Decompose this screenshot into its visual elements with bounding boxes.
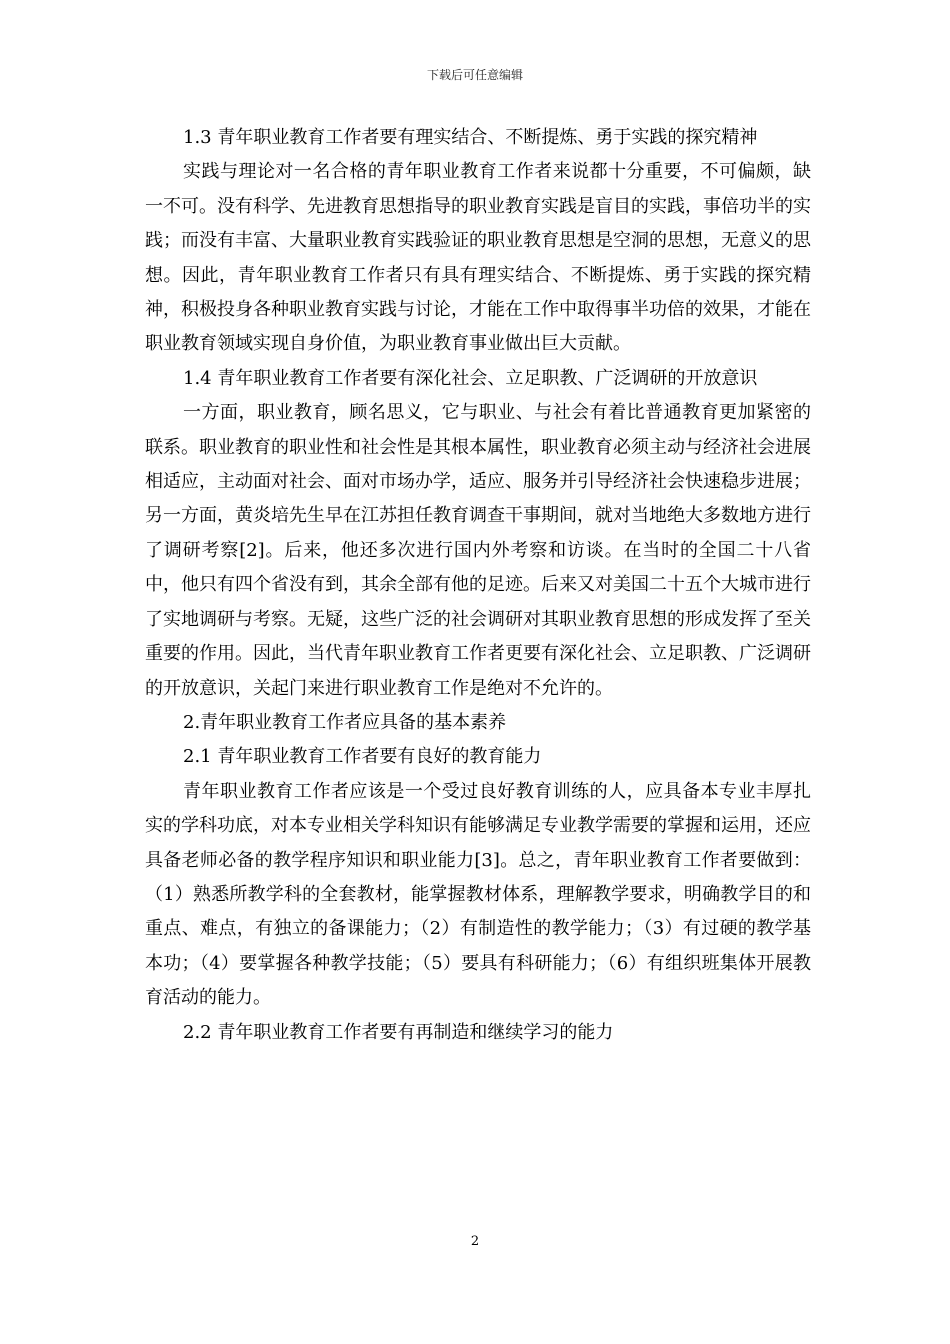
paragraph-1-3: 实践与理论对一名合格的青年职业教育工作者来说都十分重要，不可偏颇，缺一不可。没有科学、先进教育思想指导的职业教育实践是盲目的实践，事倍功半的实践；而没有丰富、大量职业教育实践验证的职业教育思想是空洞的思想，无意义的思想。因此，青年职业教育工作者只有具有理实结合、不断提炼、勇于实践的探究精神，积极投身各种职业教育实践与讨论，才能在工作中取得事半功倍的效果，才能在职业教育领域实现自身价值，为职业教育事业做出巨大贡献。	[145, 161, 811, 355]
section-heading-1-3: 1.3 青年职业教育工作者要有理实结合、不断提炼、勇于实践的探究精神	[183, 127, 758, 148]
page-header: 下载后可任意编辑	[426, 68, 523, 82]
document-body	[145, 121, 811, 1050]
section-heading-1-4: 1.4 青年职业教育工作者要有深化社会、立足职教、广泛调研的开放意识	[183, 367, 758, 389]
paragraph-1-4: 一方面，职业教育，顾名思义，它与职业、与社会有着比普通教育更加紧密的联系。职业教育的职业性和社会性是其根本属性，职业教育必须主动与经济社会进展相适应，主动面对社会、面对市场办学，适应、服务并引导经济社会快速稳步进展；另一方面，黄炎培先生早在江苏担任教育调查干事期间，就对当地绝大多数地方进行了调研考察[2]。后来，他还多次进行国内外考察和访谈。在当时的全国二十八省中，他只有四个省没有到，其余全部有他的足迹。后来又对美国二十五个大城市进行了实地调研与考察。无疑，这些广泛的社会调研对其职业教育思想的形成发挥了至关重要的作用。因此，当代青年职业教育工作者更要有深化社会、立足职教、广泛调研的开放意识，关起门来进行职业教育工作是绝对不允许的。	[145, 402, 811, 699]
page-number: 2	[470, 1234, 480, 1249]
section-heading-2-1: 2.1 青年职业教育工作者要有良好的教育能力	[183, 746, 542, 768]
section-heading-2-2: 2.2 青年职业教育工作者要有再制造和继续学习的能力	[183, 1021, 614, 1043]
section-heading-2: 2.青年职业教育工作者应具备的基本素养	[183, 711, 507, 733]
paragraph-2-1: 青年职业教育工作者应该是一个受过良好教育训练的人，应具备本专业丰厚扎实的学科功底，对本专业相关学科知识有能够满足专业教学需要的掌握和运用，还应具备老师必备的教学程序知识和职业能力[3]。总之，青年职业教育工作者要做到：（1）熟悉所教学科的全套教材，能掌握教材体系，理解教学要求，明确教学目的和重点、难点，有独立的备课能力；（2）有制造性的教学能力；（3）有过硬的教学基本功；（4）要掌握各种教学技能；（5）要具有科研能力；（6）有组织班集体开展教育活动的能力。	[145, 780, 811, 1009]
